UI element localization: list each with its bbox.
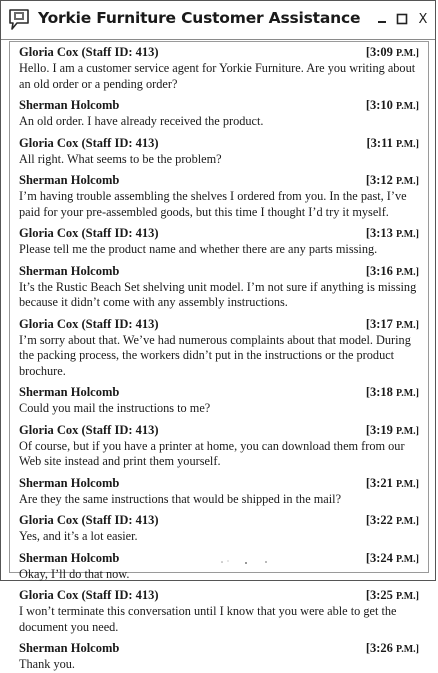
message-timestamp xyxy=(366,45,419,61)
message-sender: Gloria Cox (Staff ID: 413) xyxy=(19,45,159,59)
message-header xyxy=(19,264,419,280)
message-time: [3:10 xyxy=(365,98,393,112)
message-timestamp xyxy=(366,513,419,529)
message-text: It’s the Rustic Beach Set shelving unit model. I’m not sure if anything is missing because it didn’t come with any assembly instructions. xyxy=(19,279,417,309)
chat-message xyxy=(19,513,419,545)
chat-message xyxy=(19,641,419,673)
message-time: [3:09 xyxy=(365,45,393,59)
message-sender: Sherman Holcomb xyxy=(19,550,120,565)
close-button[interactable] xyxy=(414,10,432,28)
message-timestamp xyxy=(366,317,419,333)
chat-message xyxy=(19,98,419,130)
message-time: [3:24 xyxy=(365,550,393,565)
message-sender: Sherman Holcomb xyxy=(19,173,120,187)
message-text: I’m sorry about that. We’ve had numerous complaints about that model. During the packing process, the workers didn’t put in the instructions or the product brochure. xyxy=(19,332,411,378)
message-sender: Gloria Cox (Staff ID: 413) xyxy=(19,316,159,331)
message-time: [3:11 xyxy=(366,135,393,150)
message-time: [3:13 xyxy=(365,226,393,240)
message-time: [3:18 xyxy=(365,385,393,399)
message-timestamp xyxy=(366,98,419,114)
message-ampm: P.M.] xyxy=(396,266,419,278)
scan-smudge xyxy=(216,557,276,567)
chat-message xyxy=(19,317,419,380)
message-timestamp xyxy=(366,264,419,280)
message-text: An old order. I have already received the product. xyxy=(19,114,264,128)
message-sender: Sherman Holcomb xyxy=(19,475,120,490)
message-text: I won’t terminate this conversation until I know that you were able to get the document you need. xyxy=(19,604,397,634)
message-text: Okay, I’ll do that now. xyxy=(19,566,130,581)
message-text: Of course, but if you have a printer at home, you can download them from our Web site instead and print them yourself. xyxy=(19,438,405,468)
message-header xyxy=(19,98,419,114)
message-sender: Sherman Holcomb xyxy=(19,385,120,399)
message-timestamp xyxy=(366,226,419,242)
message-ampm: P.M.] xyxy=(396,388,419,399)
message-timestamp xyxy=(366,423,419,439)
message-header xyxy=(19,317,419,333)
message-header xyxy=(19,513,419,529)
maximize-button[interactable] xyxy=(393,10,411,28)
message-ampm: P.M.] xyxy=(396,138,419,150)
message-timestamp xyxy=(366,173,419,189)
message-text: Yes, and it’s a lot easier. xyxy=(19,529,138,543)
message-sender: Sherman Holcomb xyxy=(19,98,120,112)
message-ampm: P.M.] xyxy=(396,553,419,565)
message-sender: Gloria Cox (Staff ID: 413) xyxy=(19,135,159,150)
message-sender: Sherman Holcomb xyxy=(19,641,120,655)
message-ampm: P.M.] xyxy=(396,425,419,437)
message-text: Are they the same instructions that would be shipped in the mail? xyxy=(19,491,342,506)
message-time: [3:12 xyxy=(365,173,393,187)
chat-message xyxy=(19,264,419,311)
message-text: Hello. I am a customer service agent for Yorkie Furniture. Are you writing about an old order or a pending order? xyxy=(19,61,416,91)
message-time: [3:22 xyxy=(365,513,393,527)
message-sender: Gloria Cox (Staff ID: 413) xyxy=(19,588,159,602)
message-header xyxy=(19,173,419,189)
message-sender: Gloria Cox (Staff ID: 413) xyxy=(19,422,159,437)
close-label: X xyxy=(418,11,428,27)
chat-message xyxy=(19,136,419,168)
message-sender: Sherman Holcomb xyxy=(19,263,120,278)
message-ampm: P.M.] xyxy=(396,176,419,187)
title-bar xyxy=(1,1,435,40)
message-header xyxy=(19,588,419,604)
message-sender: Gloria Cox (Staff ID: 413) xyxy=(19,513,159,527)
message-time: [3:25 xyxy=(365,588,393,602)
window-title: Yorkie Furniture Customer Assistance xyxy=(38,9,361,27)
maximize-icon xyxy=(396,13,408,25)
message-header xyxy=(19,385,419,401)
message-time: [3:26 xyxy=(365,641,393,655)
message-time: [3:16 xyxy=(365,263,393,278)
message-text: Please tell me the product name and whether there are any parts missing. xyxy=(19,242,378,256)
message-timestamp xyxy=(367,136,419,152)
minimize-button[interactable] xyxy=(373,10,391,28)
message-ampm: P.M.] xyxy=(396,644,419,655)
message-timestamp xyxy=(366,588,419,604)
message-ampm: P.M.] xyxy=(396,101,419,112)
message-time: [3:21 xyxy=(365,475,393,490)
message-sender: Gloria Cox (Staff ID: 413) xyxy=(19,226,159,240)
message-timestamp xyxy=(366,641,419,657)
message-ampm: P.M.] xyxy=(396,478,419,490)
message-timestamp xyxy=(366,551,419,567)
message-ampm: P.M.] xyxy=(396,516,419,527)
chat-transcript[interactable] xyxy=(9,41,429,671)
message-header xyxy=(19,423,419,439)
message-time: [3:17 xyxy=(365,316,393,331)
message-text: All right. What seems to be the problem? xyxy=(19,151,222,166)
message-ampm: P.M.] xyxy=(396,229,419,240)
chat-message xyxy=(19,423,419,470)
message-timestamp xyxy=(366,476,419,492)
minimize-icon xyxy=(376,13,388,25)
message-time: [3:19 xyxy=(365,422,393,437)
chat-bubble-icon xyxy=(8,8,30,32)
chat-message xyxy=(19,45,419,92)
message-text: Thank you. xyxy=(19,657,76,671)
message-header xyxy=(19,136,419,152)
message-header xyxy=(19,476,419,492)
chat-message xyxy=(19,226,419,258)
message-ampm: P.M.] xyxy=(396,48,419,59)
message-header xyxy=(19,641,419,657)
message-header xyxy=(19,226,419,242)
message-ampm: P.M.] xyxy=(396,319,419,331)
chat-message xyxy=(19,173,419,220)
message-text: I’m having trouble assembling the shelves I ordered from you. In the past, I’ve paid for your pre-assembled goods, but this time I thought I’d try it myself. xyxy=(19,189,407,219)
chat-message xyxy=(19,385,419,417)
chat-message xyxy=(19,476,419,508)
message-header xyxy=(19,45,419,61)
chat-message xyxy=(19,588,419,635)
message-ampm: P.M.] xyxy=(396,591,419,602)
message-timestamp xyxy=(366,385,419,401)
message-text: Could you mail the instructions to me? xyxy=(19,401,211,415)
